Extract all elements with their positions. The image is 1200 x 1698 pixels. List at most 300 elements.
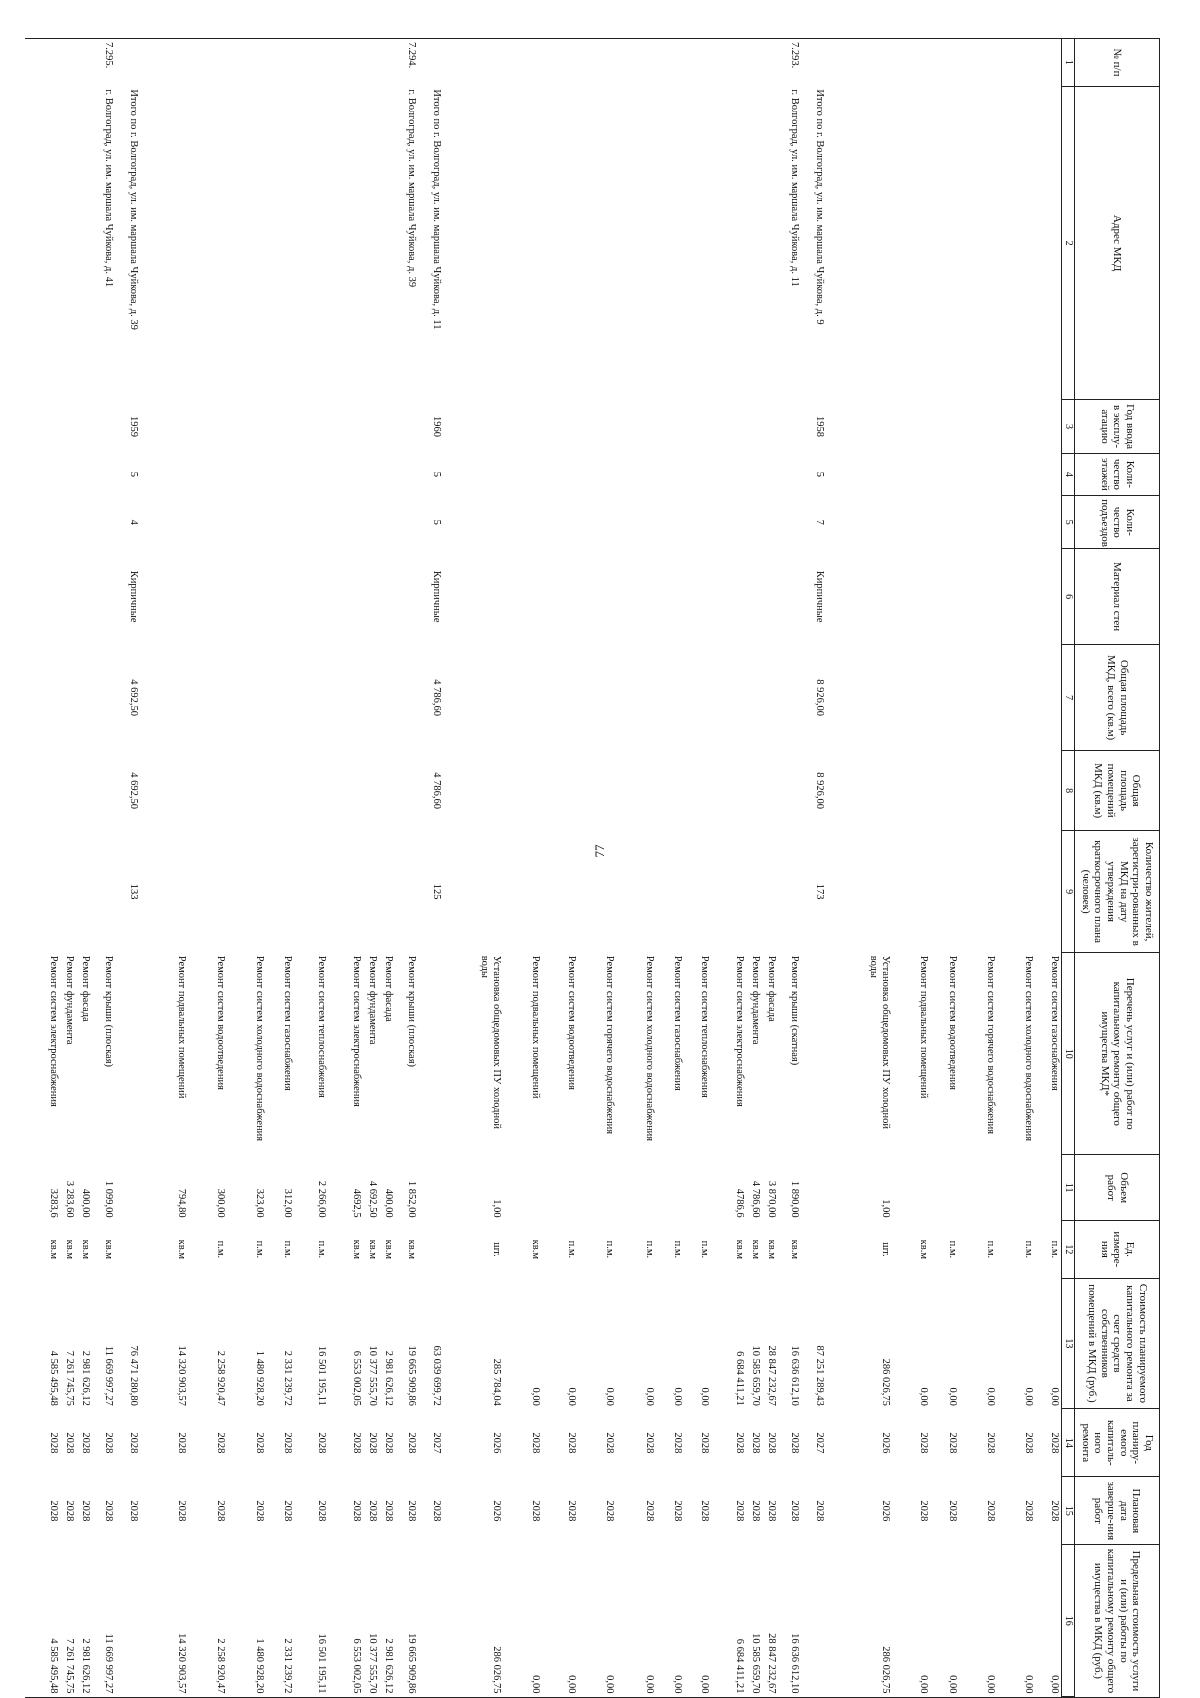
cell-date: 2028 xyxy=(604,1500,616,1522)
cell-area_total xyxy=(778,644,801,750)
cell-floors: 5 xyxy=(128,471,140,477)
cell-volume: 400,00 xyxy=(79,1188,91,1218)
cell-address xyxy=(762,86,778,400)
cell-volume: 794,80 xyxy=(176,1188,188,1218)
cell-address xyxy=(503,86,542,400)
cell-floors xyxy=(762,453,778,496)
cell-date: 2028 xyxy=(985,1500,997,1522)
column-header: Общая площадь помещений МКД (кв.м) xyxy=(1075,751,1160,831)
column-number: 5 xyxy=(1062,496,1075,549)
cell-area_total xyxy=(746,644,762,750)
cell-year: 2028 xyxy=(529,1432,541,1454)
cell-limit xyxy=(801,1545,826,1697)
cell-material xyxy=(140,549,188,645)
cell-residents xyxy=(294,831,328,953)
cell-floors xyxy=(578,453,616,496)
table-row xyxy=(959,39,997,1698)
cell-area_rooms xyxy=(92,751,115,831)
cell-volume xyxy=(418,1155,443,1221)
column-number: 6 xyxy=(1062,549,1075,645)
cell-entrances xyxy=(578,496,616,549)
cell-work: Ремонт крыши (плоская) xyxy=(405,955,417,1068)
cell-built xyxy=(188,400,227,453)
cell-residents xyxy=(443,831,503,953)
cell-cost: 2 331 239,72 xyxy=(281,1350,293,1406)
cell-address xyxy=(379,86,395,400)
cell-entrances xyxy=(25,496,60,549)
cell-volume: 4 692,50 xyxy=(366,1180,378,1218)
table-row xyxy=(418,39,443,1698)
cell-material: Кирпичные xyxy=(814,570,826,623)
cell-area_total xyxy=(188,644,227,750)
cell-area_total xyxy=(328,644,362,750)
cell-volume xyxy=(656,1155,684,1221)
cell-year: 2028 xyxy=(604,1432,616,1454)
cell-area_rooms xyxy=(616,751,656,831)
capital-repair-table xyxy=(25,38,1160,1698)
column-number: 3 xyxy=(1062,400,1075,453)
cell-material: Кирпичные xyxy=(431,570,443,623)
cell-year: 2026 xyxy=(879,1432,891,1454)
cell-year: 2028 xyxy=(47,1432,59,1454)
cell-residents xyxy=(997,831,1035,953)
cell-residents xyxy=(712,831,746,953)
cell-area_rooms xyxy=(712,751,746,831)
cell-cost: 11 669 997,27 xyxy=(102,1345,114,1406)
cell-date: 2028 xyxy=(529,1500,541,1522)
cell-date: 2028 xyxy=(789,1500,801,1522)
cell-floors xyxy=(959,453,997,496)
cell-num xyxy=(363,39,379,87)
cell-volume: 1,00 xyxy=(879,1199,891,1218)
cell-material xyxy=(892,549,930,645)
cell-residents xyxy=(762,831,778,953)
cell-limit: 19 665 909,86 xyxy=(395,1545,418,1697)
cell-entrances: 7 xyxy=(814,519,826,525)
cell-volume: 1 852,00 xyxy=(405,1180,417,1218)
cell-work: Ремонт систем электроснабжения xyxy=(733,955,745,1107)
cell-cost: 63 039 699,72 xyxy=(431,1345,443,1406)
cell-work: Ремонт подвальных помещений xyxy=(917,955,929,1099)
cell-year: 2026 xyxy=(490,1432,502,1454)
column-number: 15 xyxy=(1062,1477,1075,1545)
cell-address xyxy=(1035,86,1061,400)
column-header: № п/п xyxy=(1075,39,1160,87)
cell-built xyxy=(762,400,778,453)
cell-built xyxy=(542,400,579,453)
cell-entrances xyxy=(656,496,684,549)
cell-area_total xyxy=(892,644,930,750)
cell-limit: 2 981 626,12 xyxy=(379,1545,395,1697)
table-row xyxy=(778,39,801,1698)
cell-volume xyxy=(684,1155,712,1221)
cell-address: Итого по г. Волгоград, ул. им. маршала Чуйкова, д. 39 xyxy=(128,89,140,330)
table-row xyxy=(656,39,684,1698)
cell-year: 2028 xyxy=(281,1432,293,1454)
cell-volume xyxy=(503,1155,542,1221)
cell-address xyxy=(712,86,746,400)
cell-date: 2028 xyxy=(63,1500,75,1522)
cell-date: 2028 xyxy=(814,1500,826,1522)
cell-volume: 312,00 xyxy=(281,1188,293,1218)
cell-date: 2028 xyxy=(699,1500,711,1522)
cell-year: 2028 xyxy=(176,1432,188,1454)
cell-floors: 5 xyxy=(814,471,826,477)
cell-material xyxy=(188,549,227,645)
cell-cost: 0,00 xyxy=(1023,1387,1035,1406)
cell-year: 2027 xyxy=(431,1432,443,1454)
cell-year: 2028 xyxy=(254,1432,266,1454)
cell-area_rooms xyxy=(1035,751,1061,831)
cell-date: 2028 xyxy=(316,1500,328,1522)
cell-unit: кв.м xyxy=(733,1239,745,1260)
cell-area_rooms xyxy=(395,751,418,831)
cell-cost: 286 026,75 xyxy=(879,1358,891,1406)
cell-address xyxy=(363,86,379,400)
cell-built xyxy=(959,400,997,453)
cell-volume xyxy=(997,1155,1035,1221)
cell-cost: 10 585 659,70 xyxy=(750,1345,762,1406)
table-row xyxy=(712,39,746,1698)
column-number: 12 xyxy=(1062,1221,1075,1278)
cell-cost: 0,00 xyxy=(1049,1387,1060,1406)
cell-address xyxy=(25,86,60,400)
cell-year: 2028 xyxy=(766,1432,778,1454)
cell-residents xyxy=(60,831,76,953)
cell-cost: 4 585 495,48 xyxy=(47,1350,59,1406)
cell-entrances xyxy=(60,496,76,549)
cell-date: 2028 xyxy=(733,1500,745,1522)
cell-num: 7.294. xyxy=(395,39,418,87)
cell-floors xyxy=(826,453,891,496)
cell-work: Ремонт систем горячего водоснабжения xyxy=(985,955,997,1135)
cell-entrances xyxy=(140,496,188,549)
cell-work: Ремонт подвальных помещений xyxy=(529,955,541,1099)
cell-unit: п.м. xyxy=(947,1240,959,1259)
cell-cost: 6 553 002,05 xyxy=(350,1350,362,1406)
cell-num xyxy=(712,39,746,87)
cell-year: 2028 xyxy=(128,1432,140,1454)
table-row xyxy=(227,39,266,1698)
cell-floors xyxy=(76,453,92,496)
cell-volume: 1 099,00 xyxy=(102,1180,114,1218)
table-row xyxy=(294,39,328,1698)
cell-limit: 6 684 411,21 xyxy=(712,1545,746,1697)
cell-area_total: 8 926,00 xyxy=(814,679,826,716)
cell-cost: 16 636 612,10 xyxy=(789,1345,801,1406)
cell-area_total: 4 692,50 xyxy=(128,679,140,716)
cell-area_total xyxy=(1035,644,1061,750)
cell-volume: 1,00 xyxy=(490,1199,502,1218)
cell-material xyxy=(746,549,762,645)
cell-residents xyxy=(1035,831,1061,953)
column-header: Общая площадь МКД, всего (кв.м) xyxy=(1075,644,1160,750)
cell-num xyxy=(294,39,328,87)
cell-built: 1960 xyxy=(431,416,443,438)
cell-built xyxy=(712,400,746,453)
cell-limit: 11 669 997,27 xyxy=(92,1545,115,1697)
column-number: 10 xyxy=(1062,953,1075,1155)
cell-area_total xyxy=(712,644,746,750)
cell-residents xyxy=(92,831,115,953)
table-row xyxy=(997,39,1035,1698)
cell-date: 2028 xyxy=(47,1500,59,1522)
cell-limit: 0,00 xyxy=(616,1545,656,1697)
cell-unit: кв.м xyxy=(529,1239,541,1260)
cell-num xyxy=(60,39,76,87)
cell-floors xyxy=(712,453,746,496)
cell-material xyxy=(227,549,266,645)
cell-address xyxy=(892,86,930,400)
cell-address: г. Волгоград, ул. им. маршала Чуйкова, д. 39 xyxy=(405,89,417,288)
cell-cost: 19 665 909,86 xyxy=(405,1345,417,1406)
cell-area_rooms xyxy=(60,751,76,831)
cell-residents xyxy=(578,831,616,953)
cell-area_rooms xyxy=(443,751,503,831)
cell-work: Ремонт подвальных помещений xyxy=(176,955,188,1099)
cell-material xyxy=(76,549,92,645)
cell-floors xyxy=(1035,453,1061,496)
cell-entrances xyxy=(294,496,328,549)
cell-floors xyxy=(443,453,503,496)
cell-num xyxy=(930,39,960,87)
cell-floors xyxy=(92,453,115,496)
cell-area_rooms xyxy=(746,751,762,831)
cell-limit: 28 847 232,67 xyxy=(762,1545,778,1697)
cell-num xyxy=(762,39,778,87)
cell-year: 2028 xyxy=(1023,1432,1035,1454)
cell-residents xyxy=(684,831,712,953)
cell-material xyxy=(712,549,746,645)
cell-volume xyxy=(616,1155,656,1221)
table-row xyxy=(76,39,92,1698)
cell-entrances: 4 xyxy=(128,519,140,525)
cell-material xyxy=(1035,549,1061,645)
column-number: 14 xyxy=(1062,1409,1075,1477)
column-number: 16 xyxy=(1062,1545,1075,1697)
cell-area_total xyxy=(395,644,418,750)
table-row xyxy=(443,39,503,1698)
cell-material xyxy=(294,549,328,645)
column-header: Коли-чество подъездов xyxy=(1075,496,1160,549)
cell-year: 2028 xyxy=(79,1432,91,1454)
cell-area_total xyxy=(997,644,1035,750)
cell-num xyxy=(503,39,542,87)
cell-unit xyxy=(801,1221,826,1278)
cell-volume xyxy=(801,1155,826,1221)
cell-num xyxy=(656,39,684,87)
cell-volume: 3 283,60 xyxy=(63,1180,75,1218)
cell-num xyxy=(25,39,60,87)
cell-area_rooms xyxy=(684,751,712,831)
cell-address xyxy=(997,86,1035,400)
cell-volume: 3283,6 xyxy=(47,1188,59,1218)
column-header: Плановая дата заверше-ния работ xyxy=(1075,1477,1160,1545)
cell-cost: 0,00 xyxy=(947,1387,959,1406)
cell-built xyxy=(76,400,92,453)
cell-entrances xyxy=(826,496,891,549)
cell-address xyxy=(656,86,684,400)
cell-area_rooms xyxy=(778,751,801,831)
cell-work: Ремонт систем горячего водоснабжения xyxy=(604,955,616,1135)
cell-built xyxy=(1035,400,1061,453)
cell-entrances xyxy=(997,496,1035,549)
cell-limit: 0,00 xyxy=(1035,1545,1061,1697)
cell-volume: 1 890,00 xyxy=(789,1180,801,1218)
cell-floors xyxy=(997,453,1035,496)
cell-material xyxy=(542,549,579,645)
cell-area_rooms: 4 692,50 xyxy=(128,772,140,809)
cell-num xyxy=(826,39,891,87)
cell-area_total xyxy=(542,644,579,750)
cell-date: 2028 xyxy=(281,1500,293,1522)
cell-unit: кв.м xyxy=(789,1239,801,1260)
cell-area_rooms xyxy=(140,751,188,831)
table-row xyxy=(92,39,115,1698)
cell-date: 2028 xyxy=(350,1500,362,1522)
table-row xyxy=(801,39,826,1698)
cell-address xyxy=(188,86,227,400)
cell-limit: 2 331 239,72 xyxy=(266,1545,294,1697)
cell-limit: 0,00 xyxy=(656,1545,684,1697)
cell-date: 2028 xyxy=(102,1500,114,1522)
cell-entrances xyxy=(930,496,960,549)
cell-work: Установка общедомовых ПУ холодной воды xyxy=(478,955,502,1130)
cell-address xyxy=(227,86,266,400)
cell-material xyxy=(997,549,1035,645)
cell-material xyxy=(684,549,712,645)
cell-year: 2028 xyxy=(63,1432,75,1454)
cell-year: 2028 xyxy=(699,1432,711,1454)
cell-area_total xyxy=(959,644,997,750)
cell-date: 2028 xyxy=(79,1500,91,1522)
cell-residents xyxy=(188,831,227,953)
cell-num xyxy=(746,39,762,87)
cell-unit: кв.м xyxy=(766,1239,778,1260)
table-row xyxy=(503,39,542,1698)
cell-date: 2028 xyxy=(750,1500,762,1522)
cell-work: Ремонт систем теплоснабжения xyxy=(699,955,711,1098)
cell-num: 7.293. xyxy=(778,39,801,87)
cell-address xyxy=(616,86,656,400)
column-header: Предельная стоимость услуги и (или) работы по капитальному ремонту общего имущества в МКД (руб.) xyxy=(1075,1545,1160,1697)
cell-material xyxy=(92,549,115,645)
cell-unit: п.м. xyxy=(604,1240,616,1259)
cell-built xyxy=(684,400,712,453)
cell-floors xyxy=(656,453,684,496)
cell-residents: 125 xyxy=(431,883,443,900)
cell-unit: п.м. xyxy=(254,1240,266,1259)
cell-volume xyxy=(1035,1155,1061,1221)
cell-area_total xyxy=(227,644,266,750)
cell-limit: 6 553 002,05 xyxy=(328,1545,362,1697)
cell-unit: кв.м xyxy=(350,1239,362,1260)
cell-built xyxy=(746,400,762,453)
cell-year: 2028 xyxy=(1049,1432,1060,1454)
cell-built xyxy=(997,400,1035,453)
cell-num xyxy=(892,39,930,87)
column-header: Материал стен xyxy=(1075,549,1160,645)
cell-limit: 14 320 903,57 xyxy=(140,1545,188,1697)
cell-address xyxy=(328,86,362,400)
table-row xyxy=(826,39,891,1698)
cell-floors xyxy=(684,453,712,496)
cell-entrances xyxy=(227,496,266,549)
cell-unit: п.м. xyxy=(671,1240,683,1259)
cell-year: 2028 xyxy=(947,1432,959,1454)
cell-entrances xyxy=(1035,496,1061,549)
cell-floors xyxy=(363,453,379,496)
cell-area_total xyxy=(76,644,92,750)
cell-area_total xyxy=(503,644,542,750)
cell-floors xyxy=(25,453,60,496)
cell-built xyxy=(578,400,616,453)
cell-built xyxy=(294,400,328,453)
cell-floors xyxy=(778,453,801,496)
cell-area_total xyxy=(25,644,60,750)
cell-address: Итого по г. Волгоград, ул. им. маршала Чуйкова, д. 11 xyxy=(431,89,443,330)
table-row xyxy=(746,39,762,1698)
cell-unit: п.м. xyxy=(1049,1240,1060,1259)
cell-floors xyxy=(616,453,656,496)
cell-material xyxy=(60,549,76,645)
cell-floors xyxy=(294,453,328,496)
cell-material xyxy=(395,549,418,645)
cell-area_total: 4 786,60 xyxy=(431,679,443,716)
cell-entrances xyxy=(959,496,997,549)
cell-area_rooms xyxy=(188,751,227,831)
cell-unit: п.м. xyxy=(566,1240,578,1259)
cell-residents xyxy=(140,831,188,953)
cell-material xyxy=(616,549,656,645)
rotated-table-container xyxy=(25,38,1160,1698)
cell-date: 2028 xyxy=(431,1500,443,1522)
cell-num xyxy=(76,39,92,87)
cell-date: 2028 xyxy=(128,1500,140,1522)
cell-num xyxy=(959,39,997,87)
cell-limit xyxy=(115,1545,140,1697)
cell-num xyxy=(443,39,503,87)
cell-unit: кв.м xyxy=(47,1239,59,1260)
cell-material xyxy=(656,549,684,645)
column-number: 11 xyxy=(1062,1155,1075,1221)
column-number: 1 xyxy=(1062,39,1075,87)
cell-year: 2028 xyxy=(350,1432,362,1454)
cell-area_total xyxy=(363,644,379,750)
table-row xyxy=(328,39,362,1698)
cell-residents xyxy=(746,831,762,953)
cell-work: Ремонт систем водоотведения xyxy=(947,955,959,1090)
cell-work xyxy=(418,953,443,1155)
cell-limit: 286 026,75 xyxy=(826,1545,891,1697)
cell-address xyxy=(746,86,762,400)
column-number: 7 xyxy=(1062,644,1075,750)
cell-date: 2026 xyxy=(490,1500,502,1522)
cell-area_total xyxy=(379,644,395,750)
cell-unit: кв.м xyxy=(102,1239,114,1260)
cell-date: 2028 xyxy=(566,1500,578,1522)
cell-work: Ремонт систем электроснабжения xyxy=(47,955,59,1107)
cell-entrances xyxy=(328,496,362,549)
cell-year: 2028 xyxy=(985,1432,997,1454)
cell-limit: 7 261 745,75 xyxy=(60,1545,76,1697)
table-row xyxy=(266,39,294,1698)
cell-area_rooms xyxy=(266,751,294,831)
cell-cost: 76 471 280,80 xyxy=(128,1345,140,1406)
cell-residents xyxy=(616,831,656,953)
cell-material xyxy=(959,549,997,645)
cell-limit: 2 258 920,47 xyxy=(188,1545,227,1697)
